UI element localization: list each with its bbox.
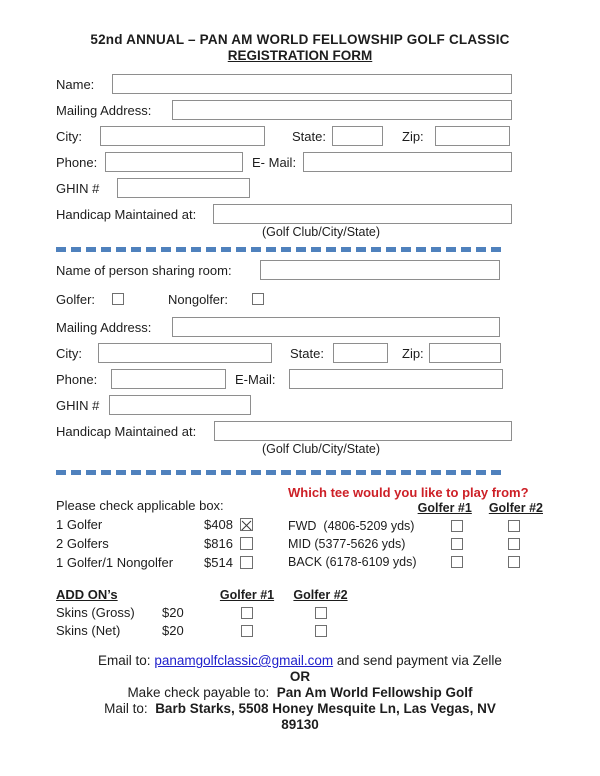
pricing-1golfer-checkbox[interactable] xyxy=(240,518,253,531)
state-label: State: xyxy=(292,128,326,144)
handicap-row xyxy=(56,204,512,224)
form-header xyxy=(0,0,600,63)
tee-row-back xyxy=(288,555,543,569)
roommate-section xyxy=(56,260,512,456)
phone-email-row xyxy=(56,152,512,172)
tee-mid-golfer2-checkbox[interactable] xyxy=(508,538,520,550)
ghin-input-2[interactable] xyxy=(109,395,251,415)
handicap-row-2 xyxy=(56,421,512,441)
mail-prefix: Mail to: xyxy=(104,701,156,716)
email-label-2: E-Mail: xyxy=(235,371,276,387)
addons-golfer2-header: Golfer #2 xyxy=(293,587,348,602)
handicap-label-2: Handicap Maintained at: xyxy=(56,423,197,439)
phone-input[interactable] xyxy=(105,152,243,172)
zip-input[interactable] xyxy=(435,126,510,146)
mailing-row-2 xyxy=(56,317,512,337)
section-divider-1 xyxy=(56,247,506,252)
check-payee: Pan Am World Fellowship Golf xyxy=(276,685,473,700)
email-label: E- Mail: xyxy=(252,154,297,170)
addon-row-skins-net xyxy=(56,623,544,638)
state-input[interactable] xyxy=(332,126,383,146)
tee-back-label: BACK (6178-6109 yds) xyxy=(288,555,417,569)
zip-label-2: Zip: xyxy=(402,345,424,361)
tee-fwd-golfer2-checkbox[interactable] xyxy=(508,520,520,532)
mail-address-zip: 89130 xyxy=(281,717,319,732)
pricing-column xyxy=(56,498,253,570)
email-input[interactable] xyxy=(303,152,512,172)
tee-row-fwd xyxy=(288,519,543,533)
handicap-hint-2: (Golf Club/City/State) xyxy=(261,442,381,456)
skins-net-golfer1-checkbox[interactable] xyxy=(241,625,253,637)
pricing-option-price: $408 xyxy=(204,517,233,532)
tee-golfer2-header: Golfer #2 xyxy=(488,501,543,515)
name-row xyxy=(56,74,512,94)
addons-header-row xyxy=(56,587,544,602)
city-label: City: xyxy=(56,128,82,144)
tee-row-mid xyxy=(288,537,543,551)
handicap-input-2[interactable] xyxy=(214,421,512,441)
sharing-room-row xyxy=(56,260,512,280)
name-input[interactable] xyxy=(112,74,512,94)
email-suffix: and send payment via Zelle xyxy=(333,653,502,668)
pricing-golfer-nongolfer-checkbox[interactable] xyxy=(240,556,253,569)
nongolfer-label: Nongolfer: xyxy=(168,291,228,307)
skins-gross-golfer2-checkbox[interactable] xyxy=(315,607,327,619)
mail-address: Barb Starks, 5508 Honey Mesquite Ln, Las Vegas, NV xyxy=(155,701,496,716)
city-state-zip-row-2 xyxy=(56,343,512,363)
pricing-option-price: $514 xyxy=(204,555,233,570)
email-input-2[interactable] xyxy=(289,369,503,389)
state-label-2: State: xyxy=(290,345,324,361)
mailing-address-label-2: Mailing Address: xyxy=(56,319,152,335)
section-divider-2 xyxy=(56,470,506,475)
email-link[interactable]: panamgolfclassic@gmail.com xyxy=(154,653,334,668)
tee-golfer1-header: Golfer #1 xyxy=(417,501,472,515)
golfer1-section xyxy=(56,74,512,239)
addons-golfer1-header: Golfer #1 xyxy=(219,587,275,602)
check-payable-line xyxy=(0,685,600,701)
state-input-2[interactable] xyxy=(333,343,388,363)
tee-fwd-label: FWD (4806-5209 yds) xyxy=(288,519,415,533)
tee-mid-golfer1-checkbox[interactable] xyxy=(451,538,463,550)
tee-question: Which tee would you like to play from? xyxy=(288,485,529,500)
city-input[interactable] xyxy=(100,126,265,146)
pricing-option-row xyxy=(56,555,253,570)
golfer-checkbox[interactable] xyxy=(112,293,124,305)
pricing-2golfers-checkbox[interactable] xyxy=(240,537,253,550)
zip-input-2[interactable] xyxy=(429,343,501,363)
or-text: OR xyxy=(289,669,311,684)
pricing-option-label: 1 Golfer/1 Nongolfer xyxy=(56,555,174,570)
mailing-row xyxy=(56,100,512,120)
tee-fwd-golfer1-checkbox[interactable] xyxy=(451,520,463,532)
check-prefix: Make check payable to: xyxy=(127,685,277,700)
email-prefix: Email to: xyxy=(98,653,155,668)
skins-net-price: $20 xyxy=(162,623,184,638)
phone-label: Phone: xyxy=(56,154,98,170)
pricing-option-label: 1 Golfer xyxy=(56,517,103,532)
skins-net-golfer2-checkbox[interactable] xyxy=(315,625,327,637)
mailing-address-input-2[interactable] xyxy=(172,317,500,337)
city-state-zip-row xyxy=(56,126,512,146)
pricing-option-row xyxy=(56,517,253,532)
phone-email-row-2 xyxy=(56,369,512,389)
city-input-2[interactable] xyxy=(98,343,272,363)
handicap-input[interactable] xyxy=(213,204,512,224)
addon-row-skins-gross xyxy=(56,605,544,620)
ghin-label-2: GHIN # xyxy=(56,397,100,413)
pricing-option-price: $816 xyxy=(204,536,233,551)
ghin-input[interactable] xyxy=(117,178,250,198)
golfer-type-row xyxy=(56,292,512,306)
email-instruction-line xyxy=(0,653,600,669)
tee-selection-column xyxy=(288,485,543,570)
phone-input-2[interactable] xyxy=(111,369,226,389)
addons-heading: ADD ON’s xyxy=(56,587,118,602)
form-title: 52nd ANNUAL – PAN AM WORLD FELLOWSHIP GOLF CLASSIC xyxy=(90,32,510,47)
tee-back-golfer2-checkbox[interactable] xyxy=(508,556,520,568)
mailing-address-input[interactable] xyxy=(172,100,512,120)
tee-header-row xyxy=(288,501,543,515)
mailing-address-label: Mailing Address: xyxy=(56,102,152,118)
name-label: Name: xyxy=(56,76,95,92)
tee-back-golfer1-checkbox[interactable] xyxy=(451,556,463,568)
sharing-room-input[interactable] xyxy=(260,260,500,280)
pricing-tees-block xyxy=(56,485,543,570)
skins-net-label: Skins (Net) xyxy=(56,623,121,638)
payment-instructions xyxy=(0,653,600,733)
sharing-room-label: Name of person sharing room: xyxy=(56,262,232,278)
zip-label: Zip: xyxy=(402,128,424,144)
ghin-label: GHIN # xyxy=(56,180,100,196)
golfer-label: Golfer: xyxy=(56,291,96,307)
city-label-2: City: xyxy=(56,345,82,361)
handicap-hint: (Golf Club/City/State) xyxy=(261,225,381,239)
nongolfer-checkbox[interactable] xyxy=(252,293,264,305)
pricing-option-label: 2 Golfers xyxy=(56,536,109,551)
form-subtitle: REGISTRATION FORM xyxy=(227,48,373,63)
addons-block xyxy=(56,587,544,638)
skins-gross-price: $20 xyxy=(162,605,184,620)
ghin-row xyxy=(56,178,512,198)
ghin-row-2 xyxy=(56,395,512,415)
tee-mid-label: MID (5377-5626 yds) xyxy=(288,537,406,551)
phone-label-2: Phone: xyxy=(56,371,98,387)
pricing-heading: Please check applicable box: xyxy=(56,498,224,513)
mail-to-line xyxy=(0,701,600,717)
skins-gross-label: Skins (Gross) xyxy=(56,605,135,620)
handicap-label: Handicap Maintained at: xyxy=(56,206,197,222)
skins-gross-golfer1-checkbox[interactable] xyxy=(241,607,253,619)
pricing-option-row xyxy=(56,536,253,551)
